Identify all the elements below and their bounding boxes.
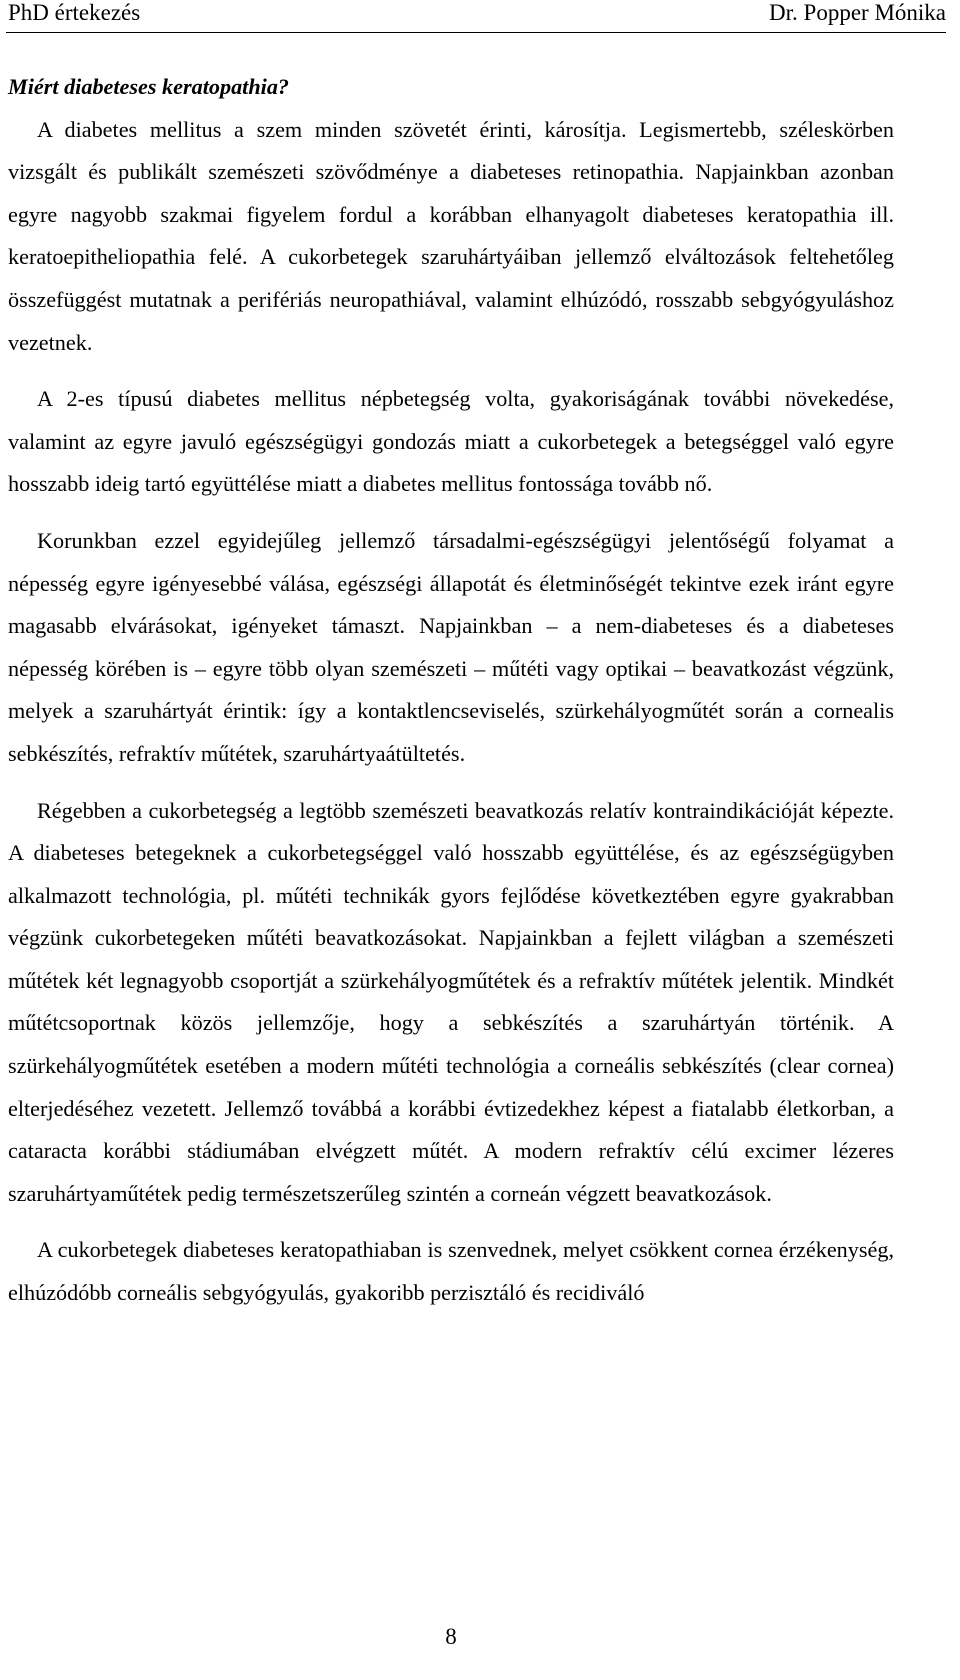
header-author: Dr. Popper Mónika — [769, 0, 946, 25]
page-number: 8 — [445, 1624, 457, 1649]
header-title: PhD értekezés — [8, 0, 141, 25]
body-text — [8, 66, 894, 1315]
section-heading: Miért diabeteses keratopathia? — [8, 74, 290, 99]
paragraph-2: A 2-es típusú diabetes mellitus népbetegség volta, gyakoriságának további növekedése, valamint az egyre javuló egészségügyi gondozás miatt a cukorbetegek a betegséggel való egyre hosszabb ideig tartó együttélése miatt a diabetes mellitus fontossága tovább nő. — [8, 386, 894, 497]
paragraph-3: Korunkban ezzel egyidejűleg jellemző társadalmi-egészségügyi jelentőségű folyamat a népesség egyre igényesebbé válása, egészségi állapotát és életminőségét tekintve ezek iránt egyre magasabb elvárásokat, igényeket támaszt. Napjainkban – a nem-diabeteses és a diabeteses népesség körében is – egyre több olyan szemészeti – műtéti vagy optikai – beavatkozást végzünk, melyek a szaruhártyát érintik: így a kontaktlencseviselés, szürkehályogműtét során a cornealis sebkészítés, refraktív műtétek, szaruhártyaátültetés. — [8, 527, 894, 766]
running-header — [8, 0, 946, 30]
paragraph-4: Régebben a cukorbetegség a legtöbb szemészeti beavatkozás relatív kontraindikációját képezte. A diabeteses betegeknek a cukorbetegséggel való hosszabb együttélése, és az egészségügyben alkalmazott technológia, pl. műtéti technikák gyors fejlődése következtében egyre gyakrabban végzünk cukorbetegeken műtéti beavatkozásokat. Napjainkban a fejlett világban a szemészeti műtétek két legnagyobb csoportját a szürkehályogműtétek és a refraktív műtétek jelentik. Mindkét műtétcsoportnak közös jellemzője, hogy a sebkészítés a szaruhártyán történik. A szürkehályogműtétek esetében a modern műtéti technológia a corneális sebkészítés (clear cornea) elterjedéséhez vezetett. Jellemző továbbá a korábbi évtizedekhez képest a fiatalabb életkorban, a cataracta korábbi stádiumában elvégzett műtét. A modern refraktív célú excimer lézeres szaruhártyaműtétek pedig természetszerűleg szintén a corneán végzett beavatkozások. — [8, 797, 894, 1206]
header-divider — [6, 32, 946, 33]
paragraph-5: A cukorbetegek diabeteses keratopathiaban is szenvednek, melyet csökkent cornea érzékenység, elhúzódóbb corneális sebgyógyulás, gyakoribb perzisztáló és recidiváló — [8, 1237, 894, 1306]
paragraph-1: A diabetes mellitus a szem minden szövetét érinti, károsítja. Legismertebb, széleskörben vizsgált és publikált szemészeti szövődménye a diabeteses retinopathia. Napjainkban azonban egyre nagyobb szakmai figyelem fordul a korábban elhanyagolt diabeteses keratopathia ill. keratoepitheliopathia felé. A cukorbetegek szaruhártyáiban jellemző elváltozások feltehetőleg összefüggést mutatnak a perifériás neuropathiával, valamint elhúzódó, rosszabb sebgyógyuláshoz vezetnek. — [8, 116, 894, 355]
